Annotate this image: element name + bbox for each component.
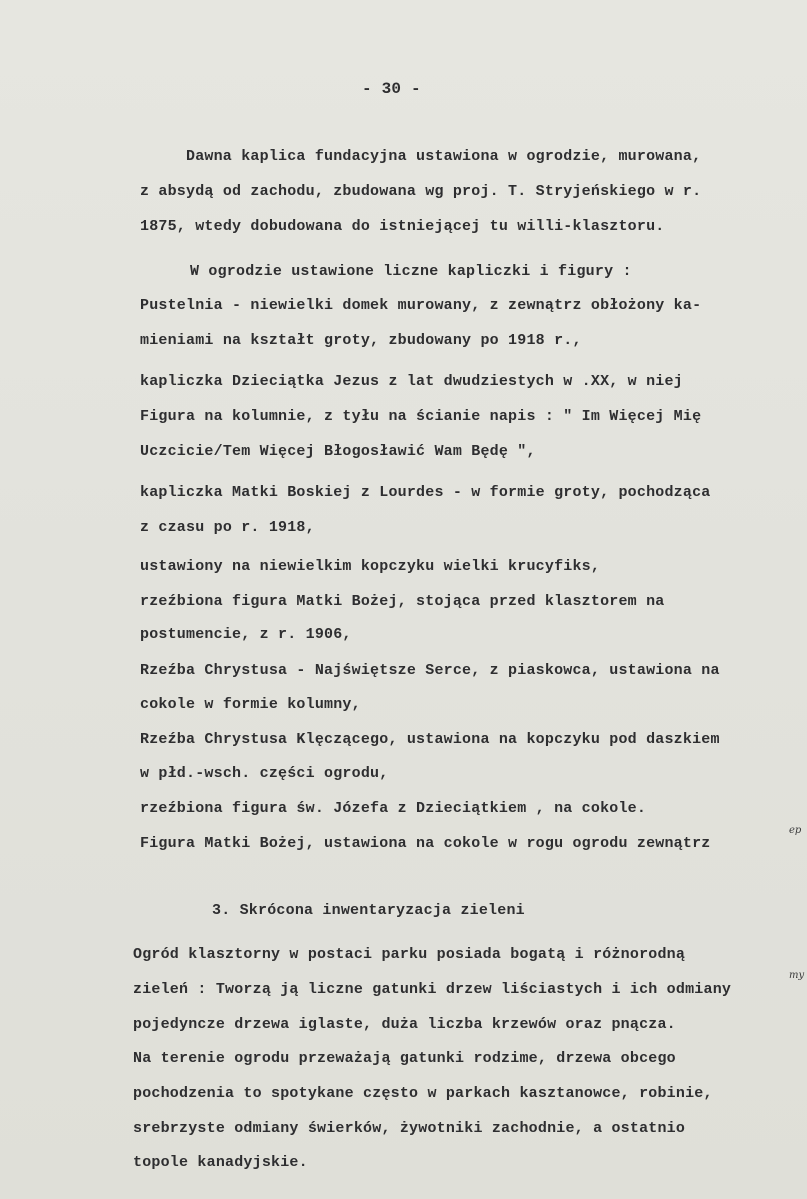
text-line: cokole w formie kolumny,	[140, 696, 361, 713]
text-line: rzeźbiona figura Matki Bożej, stojąca przed klasztorem na	[140, 593, 665, 610]
text-line: zieleń : Tworzą ją liczne gatunki drzew liściastych i ich odmiany	[133, 981, 732, 998]
text-line: mieniami na kształt groty, zbudowany po 1918 r.,	[140, 332, 582, 349]
handwritten-margin-mark: ep	[789, 825, 802, 836]
text-line: srebrzyste odmiany świerków, żywotniki zachodnie, a ostatnio	[133, 1120, 686, 1137]
text-line: ustawiony na niewielkim kopczyku wielki krucyfiks,	[140, 558, 601, 575]
text-line: Figura Matki Bożej, ustawiona na cokole w rogu ogrodu zewnątrz	[140, 835, 711, 852]
page-number: - 30 -	[362, 80, 421, 98]
text-line: z czasu po r. 1918,	[140, 519, 315, 536]
text-line: kapliczka Matki Boskiej z Lourdes - w formie groty, pochodząca	[140, 484, 711, 501]
text-line: Na terenie ogrodu przeważają gatunki rodzime, drzewa obcego	[133, 1050, 676, 1067]
text-line: rzeźbiona figura św. Józefa z Dzieciątkiem , na cokole.	[140, 800, 647, 817]
text-line: Rzeźba Chrystusa Klęczącego, ustawiona na kopczyku pod daszkiem	[140, 731, 720, 748]
text-line: postumencie, z r. 1906,	[140, 626, 352, 643]
text-line: w płd.-wsch. części ogrodu,	[140, 765, 389, 782]
text-line: Dawna kaplica fundacyjna ustawiona w ogrodzie, murowana,	[186, 148, 702, 165]
text-line: 1875, wtedy dobudowana do istniejącej tu willi-klasztoru.	[140, 218, 665, 235]
text-line: W ogrodzie ustawione liczne kapliczki i figury :	[190, 263, 632, 280]
text-line: Rzeźba Chrystusa - Najświętsze Serce, z piaskowca, ustawiona na	[140, 662, 720, 679]
text-line: pojedyncze drzewa iglaste, duża liczba krzewów oraz pnącza.	[133, 1016, 676, 1033]
text-line: Ogród klasztorny w postaci parku posiada bogatą i różnorodną	[133, 946, 686, 963]
text-line: kapliczka Dzieciątka Jezus z lat dwudziestych w .XX, w niej	[140, 373, 683, 390]
text-line: topole kanadyjskie.	[133, 1154, 308, 1171]
text-line: Uczcicie/Tem Więcej Błogosławić Wam Będę ",	[140, 443, 536, 460]
handwritten-margin-mark: my	[789, 970, 805, 981]
text-line: z absydą od zachodu, zbudowana wg proj. T. Stryjeńskiego w r.	[140, 183, 702, 200]
section-heading: 3. Skrócona inwentaryzacja zieleni	[212, 902, 525, 919]
text-line: Figura na kolumnie, z tyłu na ścianie napis : " Im Więcej Mię	[140, 408, 702, 425]
text-line: pochodzenia to spotykane często w parkach kasztanowce, robinie,	[133, 1085, 713, 1102]
text-line: Pustelnia - niewielki domek murowany, z zewnątrz obłożony ka-	[140, 297, 702, 314]
